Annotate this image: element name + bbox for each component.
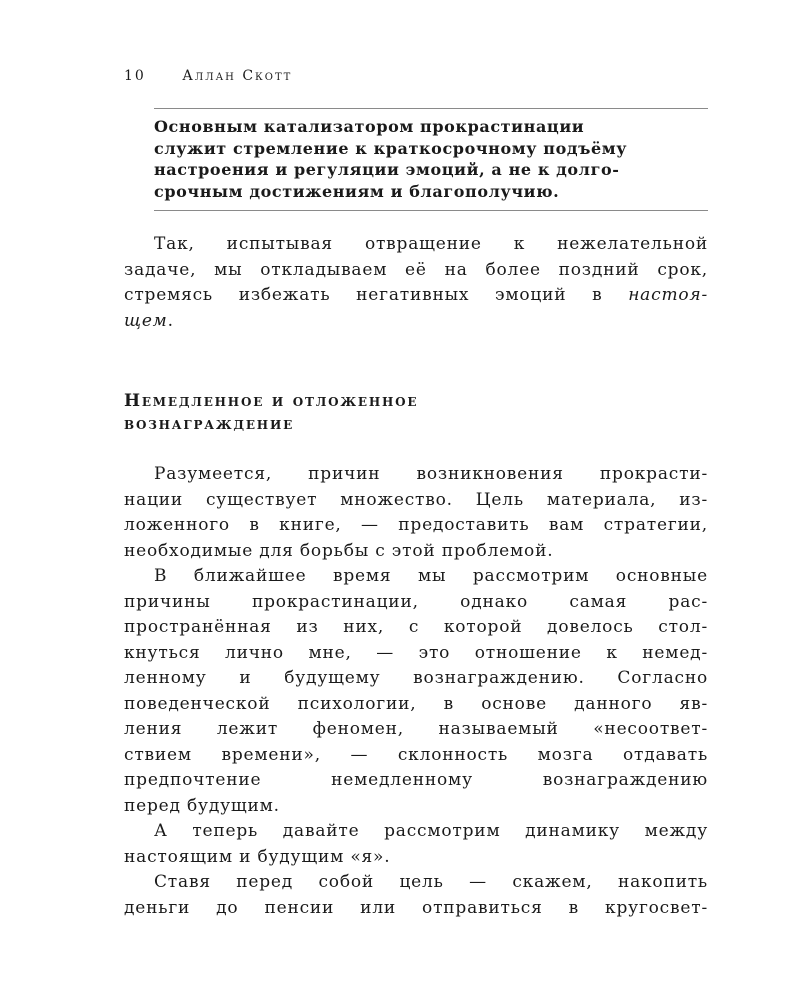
paragraph	[124, 819, 708, 870]
text-line: предпочтение немедленному вознаграждению	[124, 770, 708, 790]
text-line: ления лежит феномен, называемый «несоответ-	[124, 719, 708, 739]
paragraph-intro	[124, 232, 708, 334]
text-run: .	[167, 310, 174, 331]
italic-run: настоя-	[628, 285, 708, 305]
text-line	[124, 283, 708, 309]
callout-line: служит стремление к краткосрочному подъёму	[154, 138, 628, 158]
book-page	[124, 0, 708, 1000]
callout-box	[154, 108, 708, 211]
text-line: ложенного в книге, — предоставить вам стратегии,	[124, 515, 708, 535]
section-body	[124, 462, 708, 921]
text-line: задаче, мы откладываем её на более поздний срок,	[124, 259, 708, 280]
text-line: Разумеется, причин возникновения прокрасти-	[154, 464, 708, 484]
text-line: ленному и будущему вознаграждению. Согласно	[124, 668, 708, 688]
running-head-author: Аллан Скотт	[182, 68, 293, 84]
heading-line: вознаграждение	[124, 414, 295, 434]
heading-line: Немедленное и отложенное	[124, 391, 419, 411]
text-line: Ставя перед собой цель — скажем, накопить	[154, 872, 708, 892]
text-line	[124, 309, 708, 335]
paragraph	[124, 870, 708, 921]
section-heading	[124, 390, 708, 436]
text-line: пространённая из них, с которой довелось стол-	[124, 617, 708, 637]
text-line: настоящим и будущим «я».	[124, 846, 391, 867]
callout-line: настроения и регуляции эмоций, а не к долго-	[154, 160, 620, 179]
text-line: перед будущим.	[124, 795, 280, 816]
text-line: деньги до пенсии или отправиться в кругосвет-	[124, 897, 708, 918]
callout-line: срочным достижениям и благополучию.	[154, 181, 560, 201]
text-line: причины прокрастинации, однако самая рас-	[124, 591, 708, 612]
text-line: нации существует множество. Цель материала, из-	[124, 489, 708, 510]
text-run: стремясь избежать негативных эмоций в	[124, 285, 629, 305]
paragraph	[124, 564, 708, 819]
page-number: 10	[124, 68, 146, 84]
text-line: ствием времени», — склонность мозга отдавать	[124, 744, 708, 765]
text-line: поведенческой психологии, в основе данного яв-	[124, 693, 708, 714]
text-line: А теперь давайте рассмотрим динамику между	[154, 821, 708, 841]
running-head	[124, 68, 292, 84]
italic-run: щем	[124, 310, 168, 331]
callout-line: Основным катализатором прокрастинации	[154, 117, 585, 136]
text-line: необходимые для борьбы с этой проблемой.	[124, 540, 554, 561]
paragraph	[124, 462, 708, 564]
text-line: В ближайшее время мы рассмотрим основные	[154, 566, 708, 586]
text-line: кнуться лично мне, — это отношение к немед-	[124, 642, 708, 663]
text-line: Так, испытывая отвращение к нежелательной	[154, 234, 708, 254]
